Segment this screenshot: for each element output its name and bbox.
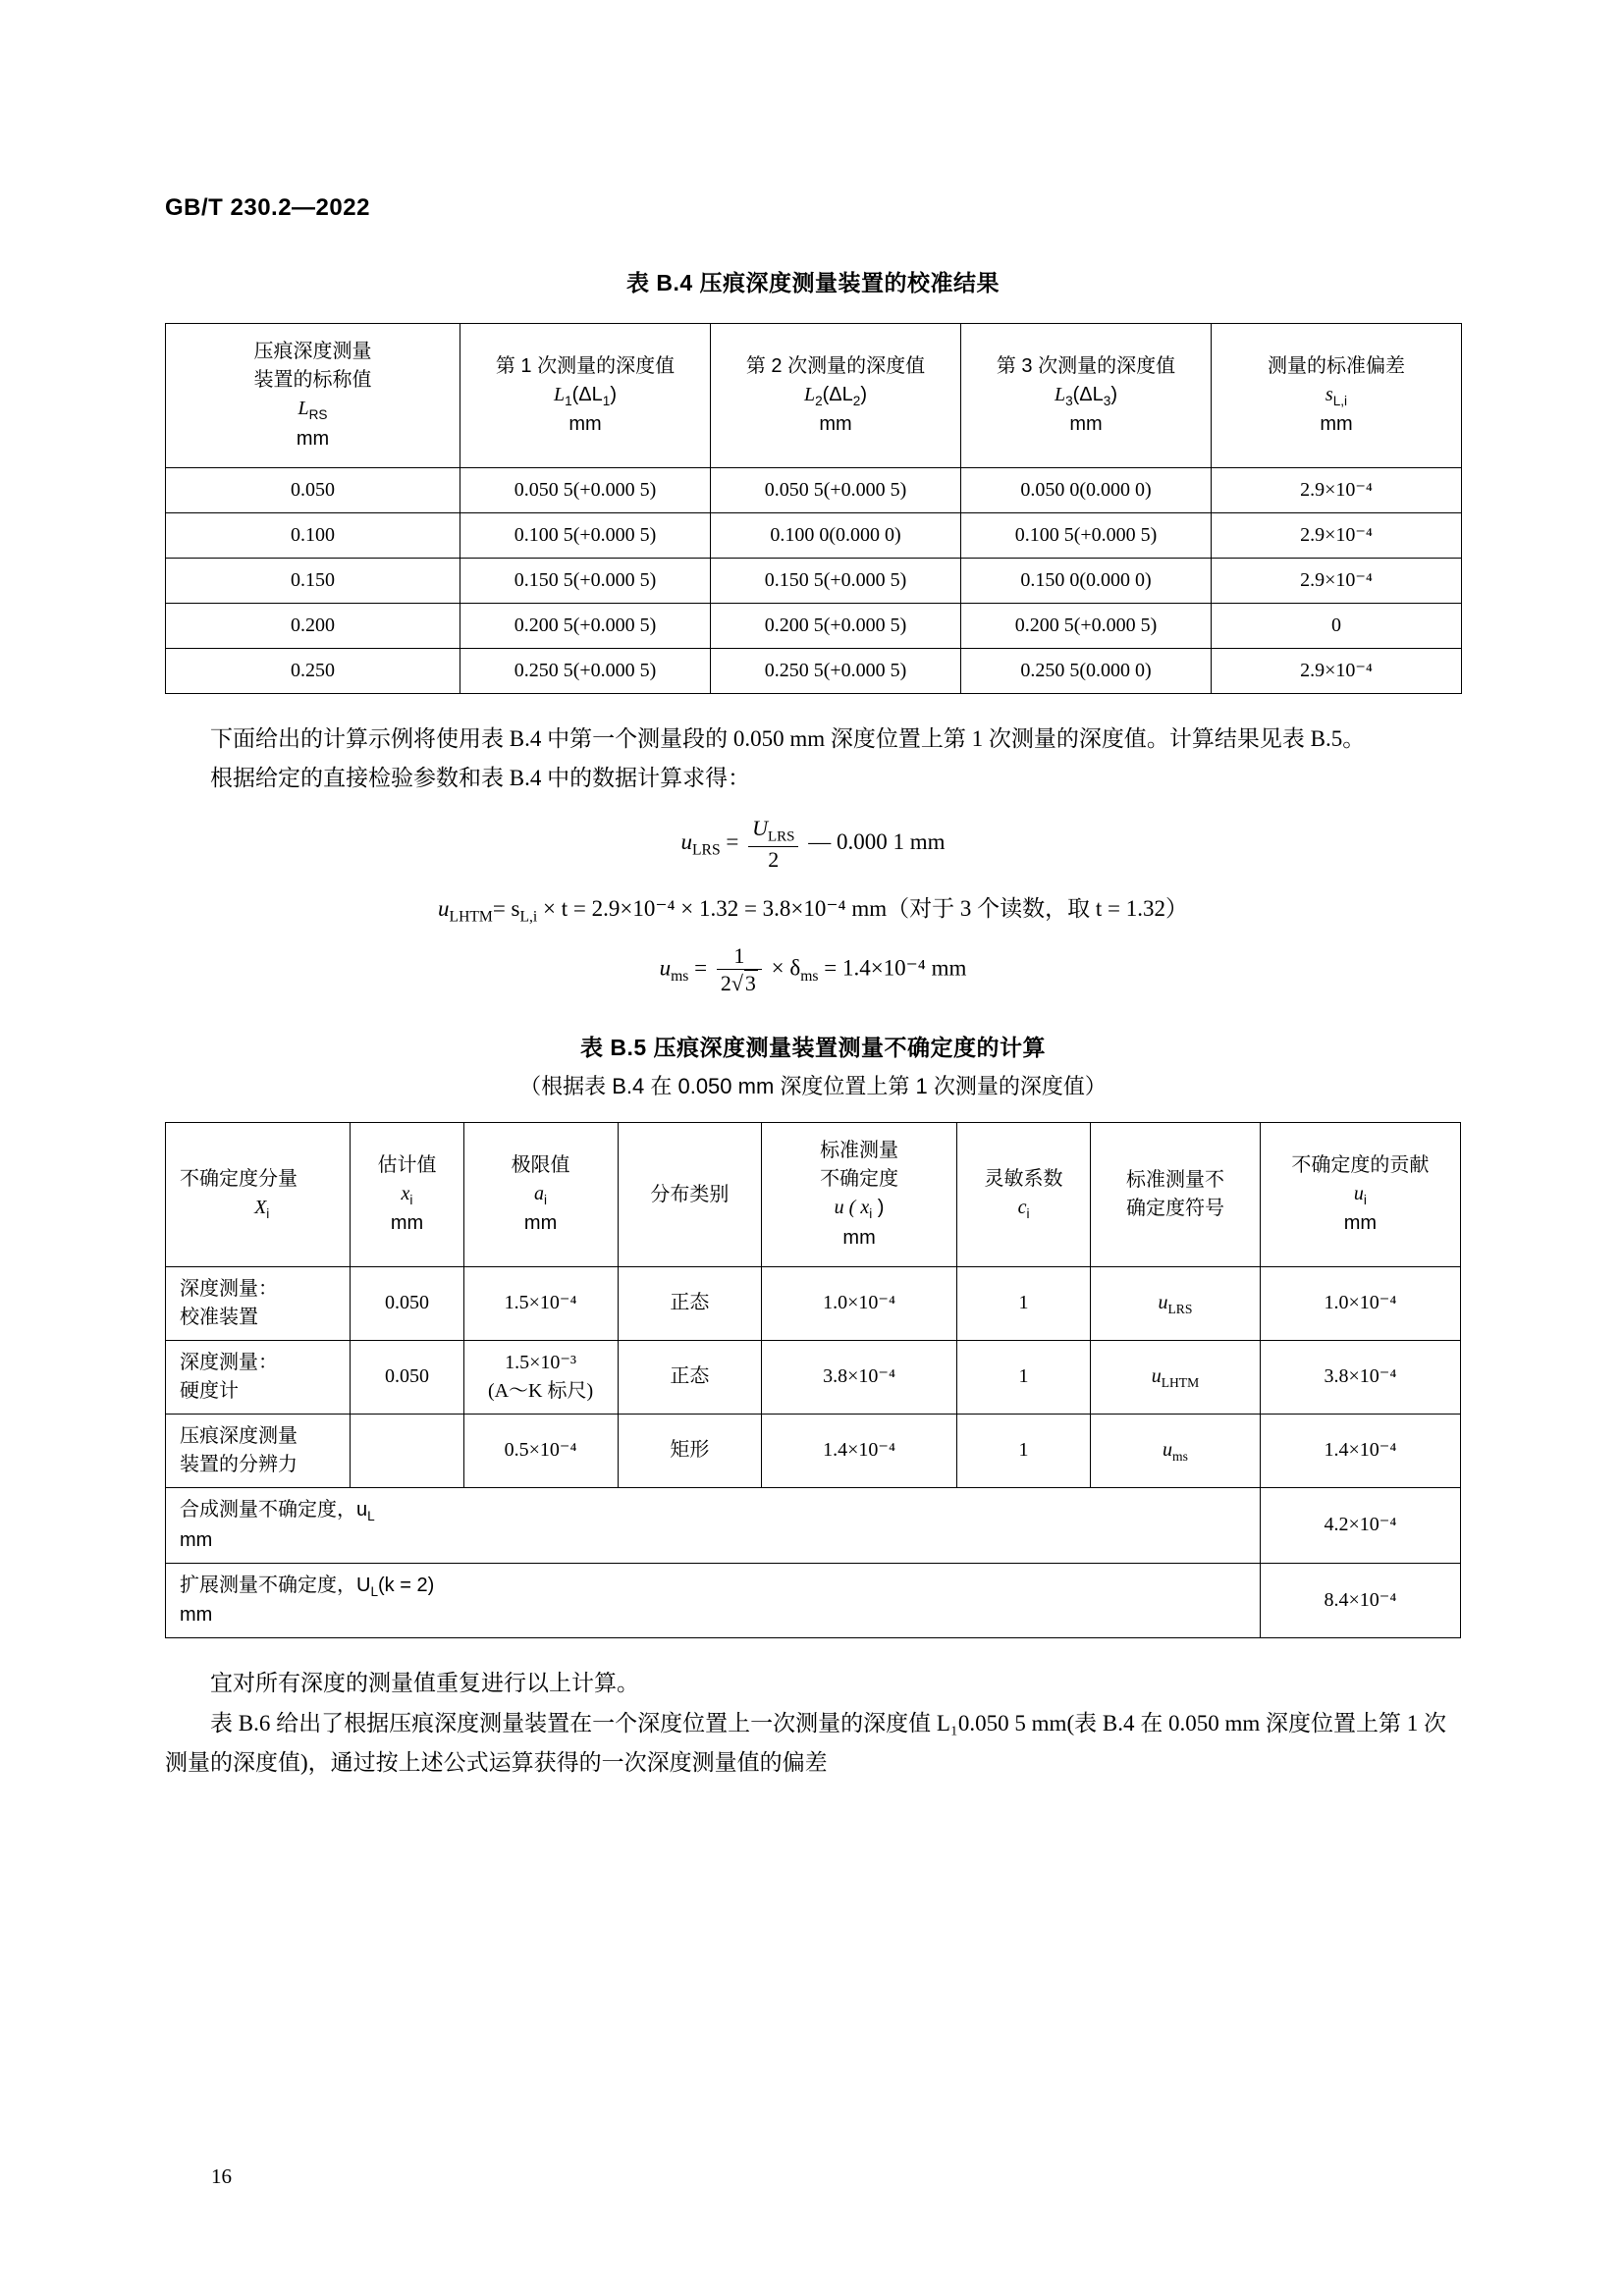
- table-row-summary: [166, 1563, 1461, 1638]
- equation-ulrs: $u_{LRS}$ = $\frac{U_{LRS}}{2}$ — 0.000 1 mm: [680, 816, 946, 872]
- cell-std-uncertainty: 3.8×10⁻⁴: [762, 1340, 957, 1414]
- cell: 2.9×10⁻⁴: [1212, 558, 1462, 603]
- table-b5-header-row: [166, 1123, 1461, 1267]
- body-paragraph-2: 根据给定的直接检验参数和表 B.4 中的数据计算求得：: [210, 765, 751, 790]
- cell: 0.250 5(+0.000 5): [460, 648, 711, 693]
- page-number: 16: [211, 2164, 232, 2188]
- body-paragraph-4: 表 B.6 给出了根据压痕深度测量装置在一个深度位置上一次测量的深度值 L₁0.050 5 mm(表 B.4 在 0.050 mm 深度位置上第 1 次测量的深度值)，通过按上述公式运算获得的一次深度测量值的偏差: [165, 1710, 1446, 1775]
- cell: 0.150 5(+0.000 5): [460, 558, 711, 603]
- cell: 2.9×10⁻⁴: [1212, 467, 1462, 512]
- cell: 0.100: [166, 512, 460, 558]
- body-paragraph-1: 下面给出的计算示例将使用表 B.4 中第一个测量段的 0.050 mm 深度位置上第 1 次测量的深度值。计算结果见表 B.5。: [210, 725, 1366, 751]
- table-row: [166, 558, 1462, 603]
- cell: 0.250 5(+0.000 5): [711, 648, 961, 693]
- cell-distribution: 矩形: [618, 1414, 762, 1487]
- table-b4-col-nominal: 压痕深度测量 装置的标称值 $L_{RS}$ mm: [166, 324, 460, 468]
- cell-combined-uncertainty-value: 4.2×10⁻⁴: [1260, 1487, 1460, 1563]
- cell-estimate: [351, 1414, 463, 1487]
- cell: 0.200 5(+0.000 5): [460, 603, 711, 648]
- cell-component: 压痕深度测量 装置的分辨力: [166, 1414, 351, 1487]
- cell-component: 深度测量： 硬度计: [166, 1340, 351, 1414]
- table-b5-subtitle: （根据表 B.4 在 0.050 mm 深度位置上第 1 次测量的深度值）: [519, 1074, 1107, 1099]
- cell-estimate: 0.050: [351, 1340, 463, 1414]
- cell-std-uncertainty: 1.0×10⁻⁴: [762, 1266, 957, 1340]
- cell: 0.200 5(+0.000 5): [961, 603, 1212, 648]
- table-row: [166, 1266, 1461, 1340]
- cell: 0.100 5(+0.000 5): [460, 512, 711, 558]
- table-row: [166, 648, 1462, 693]
- table-b5-col-distribution: 分布类别: [618, 1123, 762, 1267]
- cell: 0.200: [166, 603, 460, 648]
- cell-symbol: $u_{LRS}$: [1091, 1266, 1261, 1340]
- cell-symbol: $u_{ms}$: [1091, 1414, 1261, 1487]
- cell: 0.050 0(0.000 0): [961, 467, 1212, 512]
- table-b4-title: 表 B.4 压痕深度测量装置的校准结果: [625, 270, 1001, 295]
- cell-symbol: $u_{LHTM}$: [1091, 1340, 1261, 1414]
- table-row: [166, 467, 1462, 512]
- table-b4-col-std-dev: 测量的标准偏差 $s_{L,i}$ mm: [1212, 324, 1462, 468]
- cell: 2.9×10⁻⁴: [1212, 512, 1462, 558]
- cell-expanded-uncertainty-value: 8.4×10⁻⁴: [1260, 1563, 1460, 1638]
- cell-sensitivity: 1: [957, 1340, 1091, 1414]
- table-b4-col-measure-1: 第 1 次测量的深度值 $L_1(\Delta L_1)$ mm: [460, 324, 711, 468]
- cell: 0.050: [166, 467, 460, 512]
- cell-limit: 0.5×10⁻⁴: [463, 1414, 618, 1487]
- table-b4-col-measure-3: 第 3 次测量的深度值 $L_3(\Delta L_3)$ mm: [961, 324, 1212, 468]
- table-b4-col-measure-2: 第 2 次测量的深度值 $L_2(\Delta L_2)$ mm: [711, 324, 961, 468]
- cell-limit: 1.5×10⁻³ (A～K 标尺): [463, 1340, 618, 1414]
- cell: 0.250: [166, 648, 460, 693]
- cell-sensitivity: 1: [957, 1414, 1091, 1487]
- cell-combined-uncertainty-label: 合成测量不确定度，$u_L$ mm: [166, 1487, 1261, 1563]
- table-b5-col-limit: 极限值 $a_i$ mm: [463, 1123, 618, 1267]
- cell-contribution: 1.0×10⁻⁴: [1260, 1266, 1460, 1340]
- table-row: [166, 512, 1462, 558]
- equation-ulhtm: $u_{LHTM}= s_{L,i} \times t = 2.9\times 10^{-4} \times 1.32 = 3.8\times 10^{-4}$ mm（对于 3 个读数，取 t = 1.32）: [438, 895, 1188, 926]
- cell: 0.050 5(+0.000 5): [460, 467, 711, 512]
- cell: 0.150 5(+0.000 5): [711, 558, 961, 603]
- cell-estimate: 0.050: [351, 1266, 463, 1340]
- cell-std-uncertainty: 1.4×10⁻⁴: [762, 1414, 957, 1487]
- table-row-summary: [166, 1487, 1461, 1563]
- cell-distribution: 正态: [618, 1340, 762, 1414]
- table-row: [166, 1340, 1461, 1414]
- cell: 0.050 5(+0.000 5): [711, 467, 961, 512]
- table-b5-col-symbol: 标准测量不 确定度符号: [1091, 1123, 1261, 1267]
- cell: 0.150: [166, 558, 460, 603]
- table-b5-col-component: 不确定度分量 $X_i$: [166, 1123, 351, 1267]
- cell: 0.150 0(0.000 0): [961, 558, 1212, 603]
- cell-distribution: 正态: [618, 1266, 762, 1340]
- cell-expanded-uncertainty-label: 扩展测量不确定度，$U_L(k = 2)$ mm: [166, 1563, 1261, 1638]
- table-b5: [165, 1122, 1461, 1638]
- cell: 0.100 0(0.000 0): [711, 512, 961, 558]
- cell: 2.9×10⁻⁴: [1212, 648, 1462, 693]
- table-row: [166, 1414, 1461, 1487]
- cell: 0.250 5(0.000 0): [961, 648, 1212, 693]
- table-b4-header-row: [166, 324, 1462, 468]
- table-b5-col-contribution: 不确定度的贡献 $u_i$ mm: [1260, 1123, 1460, 1267]
- table-row: [166, 603, 1462, 648]
- page-header-standard-code: GB/T 230.2—2022: [165, 194, 370, 221]
- equation-ums: $u_{ms}$ = $\frac{1}{2√3}$ × $\delta_{ms} = 1.4\times 10^{-4}$ mm: [659, 943, 967, 996]
- cell-component: 深度测量： 校准装置: [166, 1266, 351, 1340]
- cell: 0: [1212, 603, 1462, 648]
- cell: 0.100 5(+0.000 5): [961, 512, 1212, 558]
- table-b5-col-sensitivity: 灵敏系数 $c_i$: [957, 1123, 1091, 1267]
- table-b4: [165, 323, 1462, 694]
- cell: 0.200 5(+0.000 5): [711, 603, 961, 648]
- cell-contribution: 3.8×10⁻⁴: [1260, 1340, 1460, 1414]
- cell-contribution: 1.4×10⁻⁴: [1260, 1414, 1460, 1487]
- cell-sensitivity: 1: [957, 1266, 1091, 1340]
- table-b5-col-std-uncertainty: 标准测量 不确定度 u ( $x_i$ ) mm: [762, 1123, 957, 1267]
- body-paragraph-3: 宜对所有深度的测量值重复进行以上计算。: [210, 1671, 639, 1696]
- table-b5-col-estimate: 估计值 $x_i$ mm: [351, 1123, 463, 1267]
- cell-limit: 1.5×10⁻⁴: [463, 1266, 618, 1340]
- table-b5-title: 表 B.5 压痕深度测量装置测量不确定度的计算: [579, 1035, 1047, 1061]
